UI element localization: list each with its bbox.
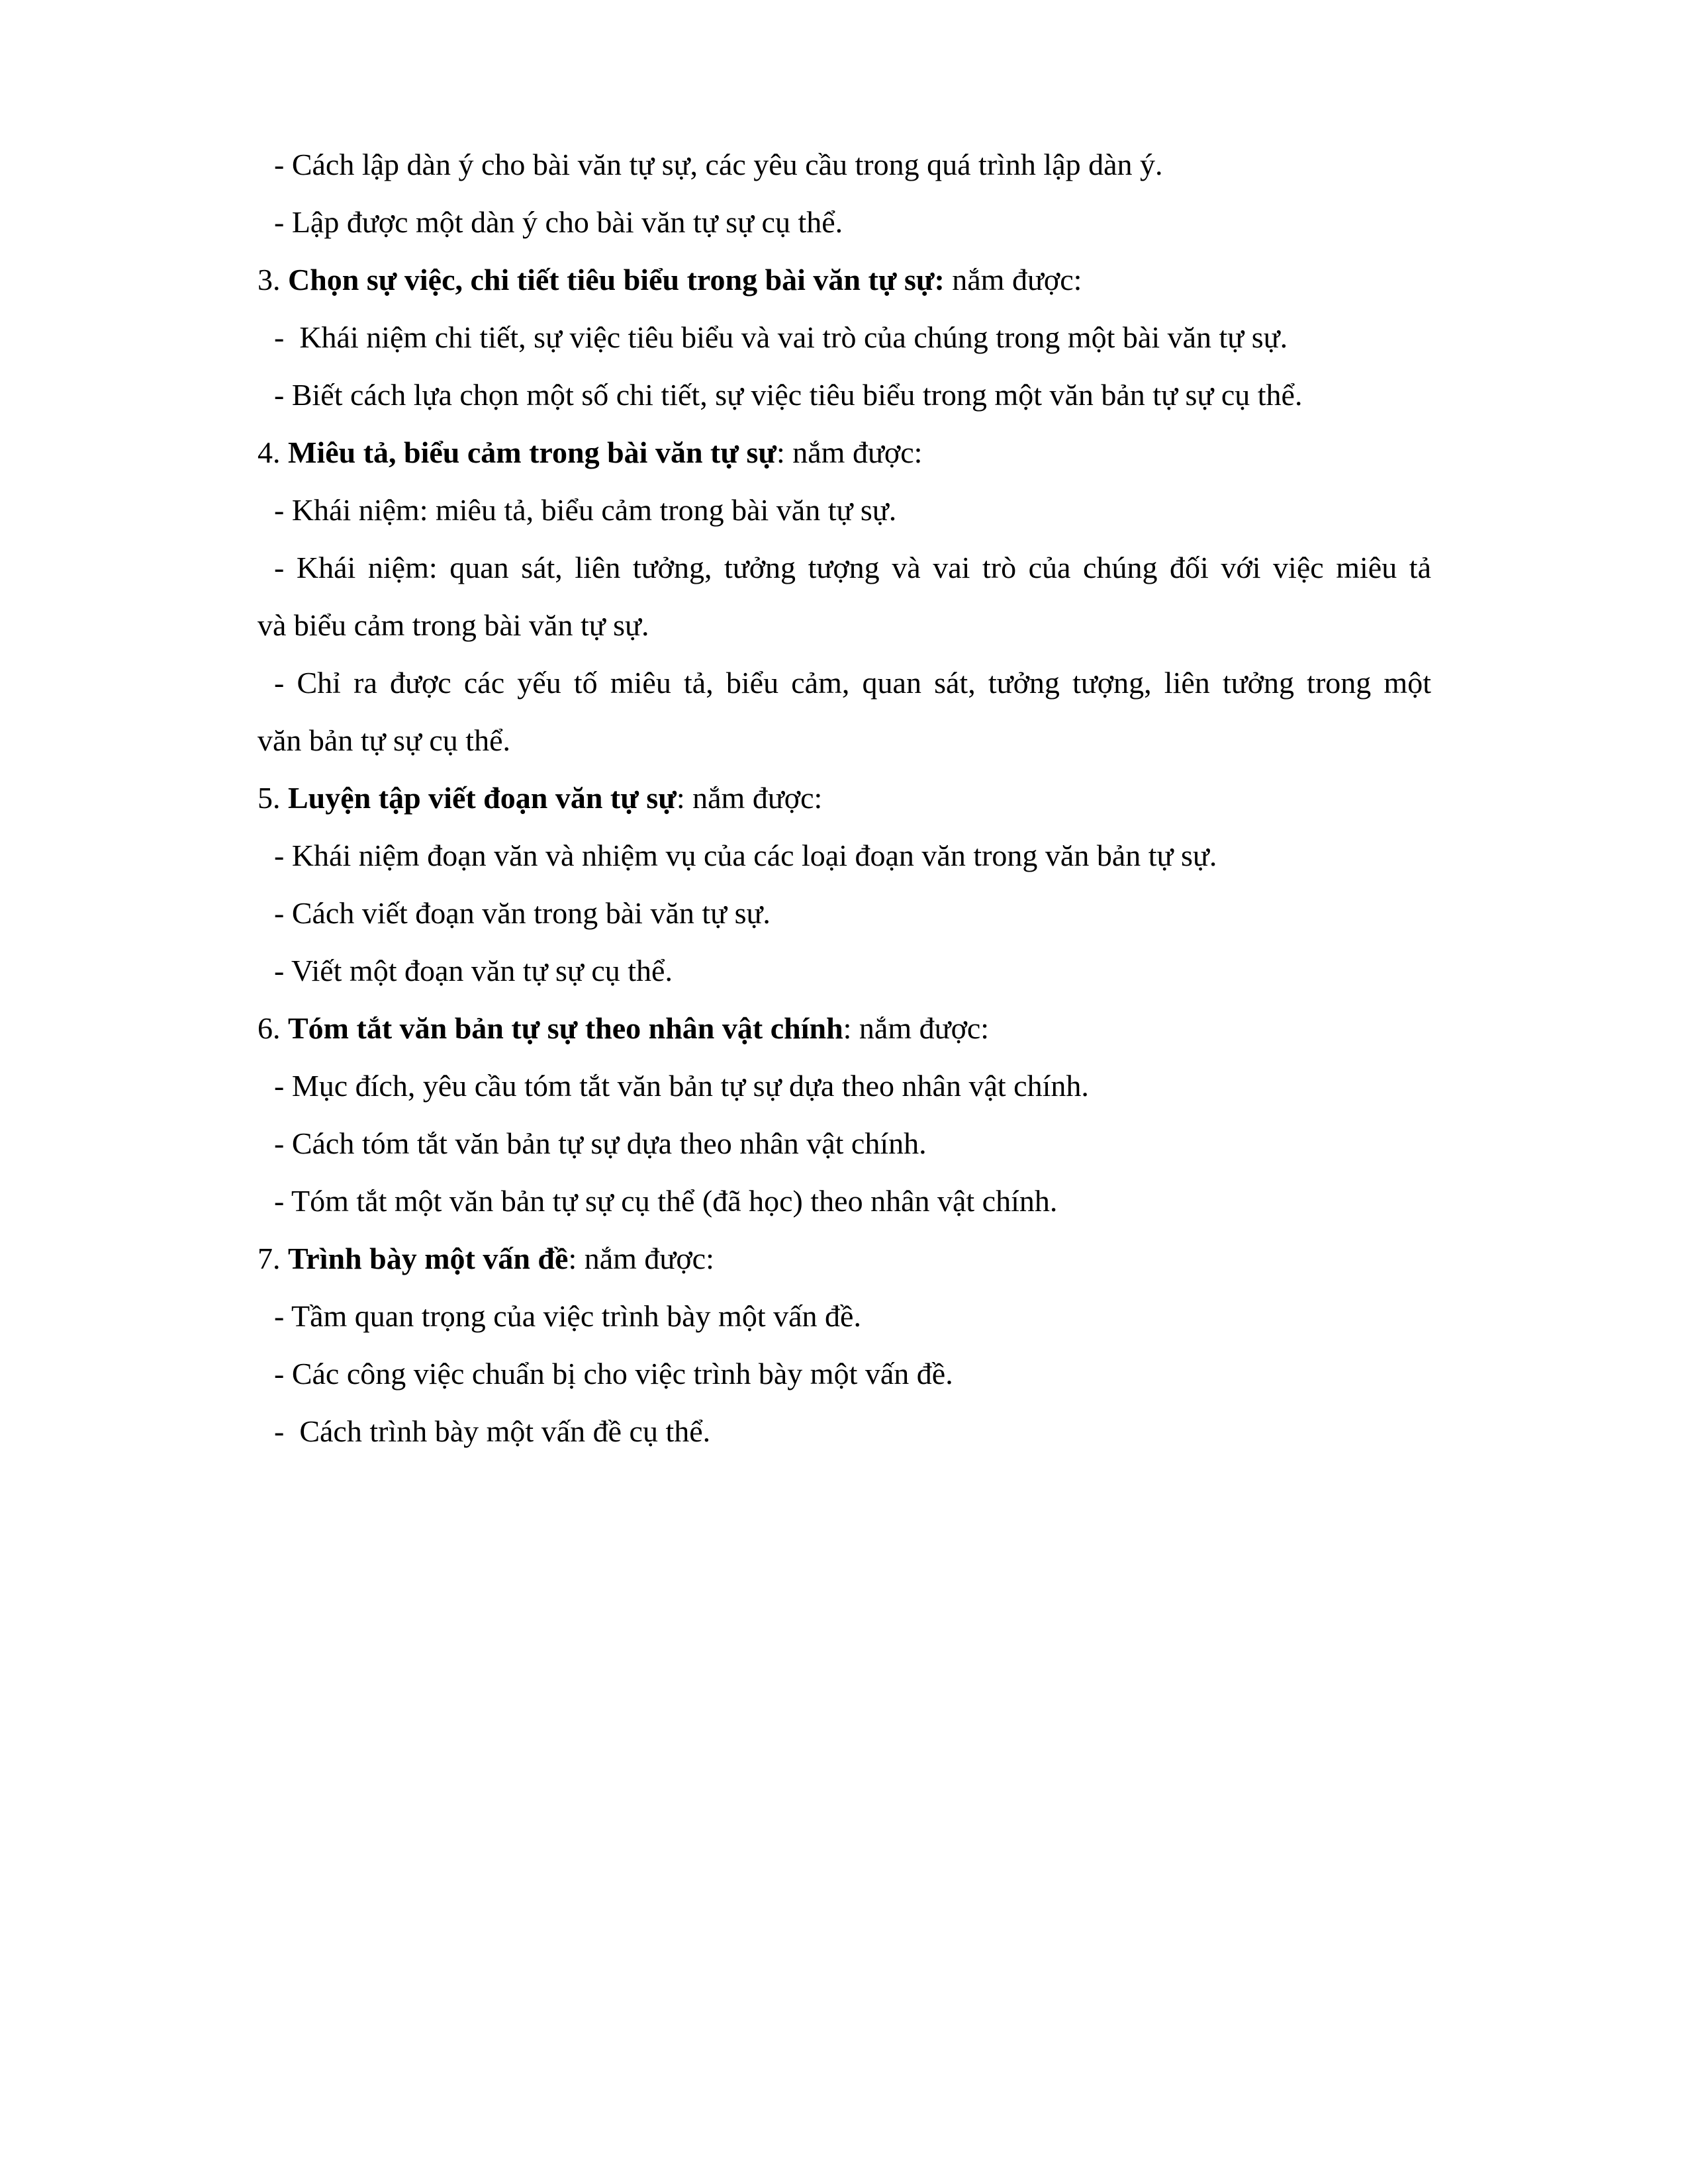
continuation-line: và biểu cảm trong bài văn tự sự. (258, 608, 649, 642)
heading-number: 3. (258, 263, 288, 296)
heading-title: Miêu tả, biểu cảm trong bài văn tự sự (288, 435, 776, 469)
heading-number: 4. (258, 435, 288, 469)
list-item-line: - Biết cách lựa chọn một số chi tiết, sự việc tiêu biểu trong một văn bản tự sự cụ thể. (274, 378, 1303, 412)
heading-trailer: : nắm được: (568, 1242, 714, 1275)
text-block (258, 136, 1431, 1460)
list-item-line: - Khái niệm: miêu tả, biểu cảm trong bài văn tự sự. (274, 493, 897, 527)
list-item-line: - Tầm quan trọng của việc trình bày một vấn đề. (274, 1299, 861, 1333)
heading-trailer: : nắm được: (676, 781, 823, 815)
heading-title: Trình bày một vấn đề (288, 1242, 569, 1275)
list-item-line: - Tóm tắt một văn bản tự sự cụ thể (đã học) theo nhân vật chính. (274, 1184, 1058, 1218)
list-item-line: - Cách lập dàn ý cho bài văn tự sự, các yêu cầu trong quá trình lập dàn ý. (274, 148, 1163, 181)
list-item-line: - Lập được một dàn ý cho bài văn tự sự cụ thể. (274, 205, 843, 239)
heading-line (258, 251, 1431, 308)
heading-trailer: nắm được: (944, 263, 1082, 296)
heading-number: 7. (258, 1242, 288, 1275)
heading-title: Luyện tập viết đoạn văn tự sự (288, 781, 677, 815)
list-item-line: - Mục đích, yêu cầu tóm tắt văn bản tự sự dựa theo nhân vật chính. (274, 1069, 1089, 1103)
list-item-line: - Cách viết đoạn văn trong bài văn tự sự. (274, 896, 771, 930)
heading-line (258, 769, 1431, 827)
heading-trailer: : nắm được: (776, 435, 923, 469)
list-item-line: - Chỉ ra được các yếu tố miêu tả, biểu cảm, quan sát, tưởng tượng, liên tưởng trong một (274, 666, 1431, 700)
heading-number: 5. (258, 781, 288, 815)
heading-line (258, 1230, 1431, 1287)
list-item-line: - Khái niệm đoạn văn và nhiệm vụ của các loại đoạn văn trong văn bản tự sự. (274, 839, 1217, 872)
heading-line (258, 999, 1431, 1057)
heading-trailer: : nắm được: (843, 1011, 990, 1045)
heading-line (258, 424, 1431, 481)
heading-title: Chọn sự việc, chi tiết tiêu biểu trong bài văn tự sự: (288, 263, 945, 296)
list-item-line: - Cách trình bày một vấn đề cụ thể. (274, 1414, 711, 1448)
continuation-line: văn bản tự sự cụ thể. (258, 723, 510, 757)
list-item-line: - Khái niệm: quan sát, liên tưởng, tưởng tượng và vai trò của chúng đối với việc miêu tả (274, 551, 1431, 584)
heading-number: 6. (258, 1011, 288, 1045)
list-item-line: - Các công việc chuẩn bị cho việc trình bày một vấn đề. (274, 1357, 953, 1390)
list-item-line: - Viết một đoạn văn tự sự cụ thể. (274, 954, 673, 987)
heading-title: Tóm tắt văn bản tự sự theo nhân vật chính (288, 1011, 843, 1045)
list-item-line: - Cách tóm tắt văn bản tự sự dựa theo nhân vật chính. (274, 1126, 927, 1160)
list-item-line: - Khái niệm chi tiết, sự việc tiêu biểu và vai trò của chúng trong một bài văn tự sự. (274, 320, 1288, 354)
